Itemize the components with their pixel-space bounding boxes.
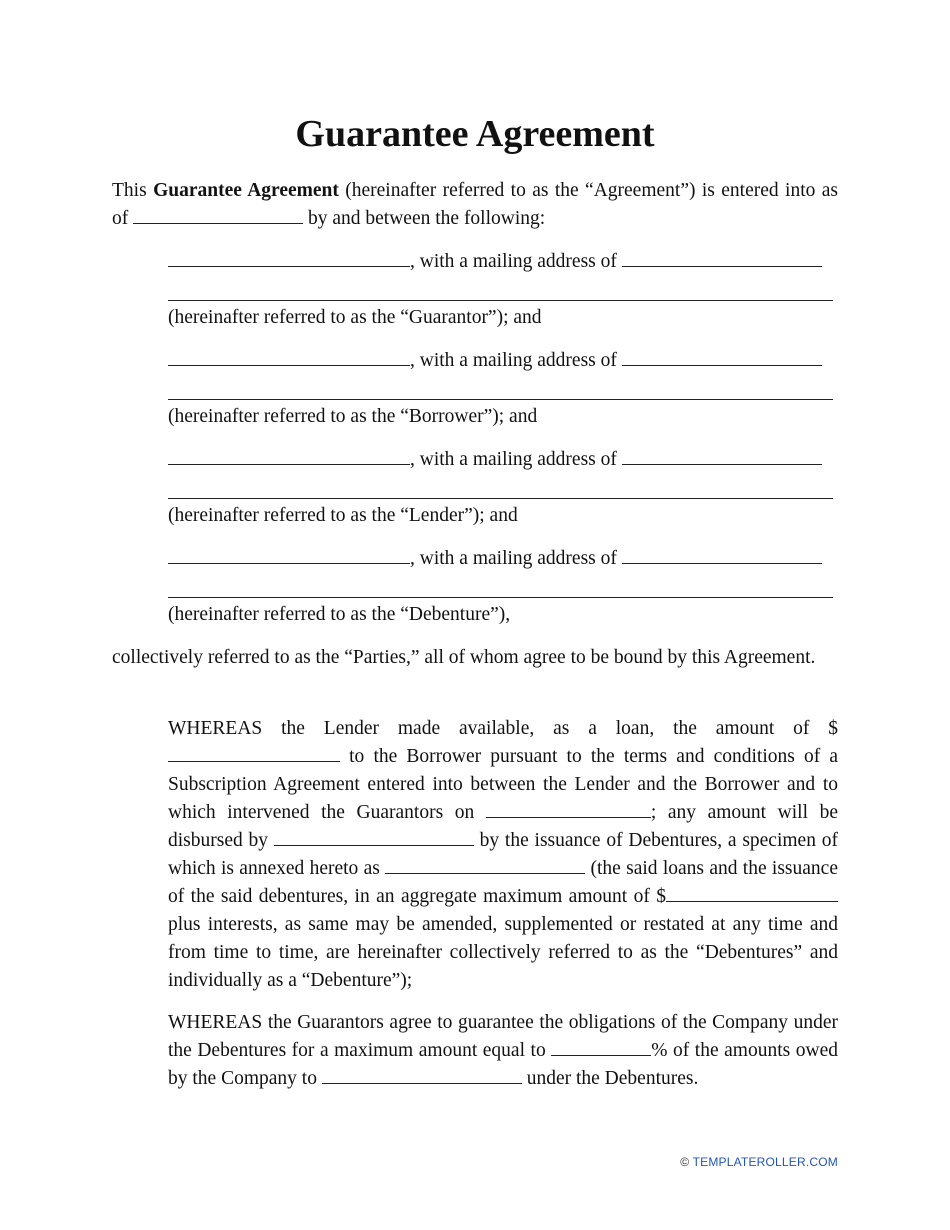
address-blank[interactable] [622,446,822,465]
templateroller-link[interactable]: TEMPLATEROLLER.COM [692,1155,838,1169]
collectively-paragraph: collectively referred to as the “Parties,” all of whom agree to be bound by this Agreement. [112,647,816,668]
percent-blank[interactable] [551,1037,651,1056]
document-title: Guarantee Agreement [295,113,655,155]
whereas-paragraph-1: WHEREAS the Lender made available, as a loan, the amount of $ to the Borrower pursuant to the terms and conditions of a Subscription Agreement entered into between the Lender and the Borrower and to which intervened the Guarantors on ; any amount will be disbursed by by the issuance of Debentures, a specimen of which is annexed hereto as (the said loans and the issuance of the said debentures, in an aggregate maximum amount of $ plus interests, as same may be amended, supplemented or restated at any time and from time to time, are hereinafter collectively referred to as the “Debentures” and individually as a “Debenture”); [168,718,838,991]
party-line: , with a mailing address of [168,347,822,375]
date-blank[interactable] [133,205,303,224]
copyright-symbol: © [680,1155,690,1169]
disburser-blank[interactable] [274,827,474,846]
address-blank[interactable] [622,545,822,564]
agreement-name: Guarantee Agreement [153,180,339,201]
footer-credit [680,1155,838,1169]
loan-amount-blank[interactable] [168,743,340,762]
party-role: (hereinafter referred to as the “Borrower”); and [168,406,538,427]
party-name-blank[interactable] [168,248,410,267]
party-name-blank[interactable] [168,347,410,366]
address-blank[interactable] [622,248,822,267]
address-line-blank[interactable] [168,597,833,598]
party-role: (hereinafter referred to as the “Lender”); and [168,505,518,526]
maximum-amount-blank[interactable] [666,883,838,902]
party-role: (hereinafter referred to as the “Guarantor”); and [168,307,542,328]
party-role: (hereinafter referred to as the “Debenture”), [168,604,511,625]
party-name-blank[interactable] [168,545,410,564]
whereas-paragraph-2: WHEREAS the Guarantors agree to guarantee the obligations of the Company under the Debentures for a maximum amount equal to % of the amounts owed by the Company to under the Debentures. [168,1012,838,1089]
address-line-blank[interactable] [168,300,833,301]
party-name-blank[interactable] [168,446,410,465]
address-line-blank[interactable] [168,498,833,499]
date-blank[interactable] [486,799,651,818]
party-line: , with a mailing address of [168,248,822,276]
party-line: , with a mailing address of [168,545,822,573]
annex-blank[interactable] [385,855,585,874]
intro-paragraph: This Guarantee Agreement (hereinafter referred to as the “Agreement”) is entered into as of by and between the following: [112,180,838,229]
address-blank[interactable] [622,347,822,366]
party-line: , with a mailing address of [168,446,822,474]
creditor-blank[interactable] [322,1065,522,1084]
address-line-blank[interactable] [168,399,833,400]
